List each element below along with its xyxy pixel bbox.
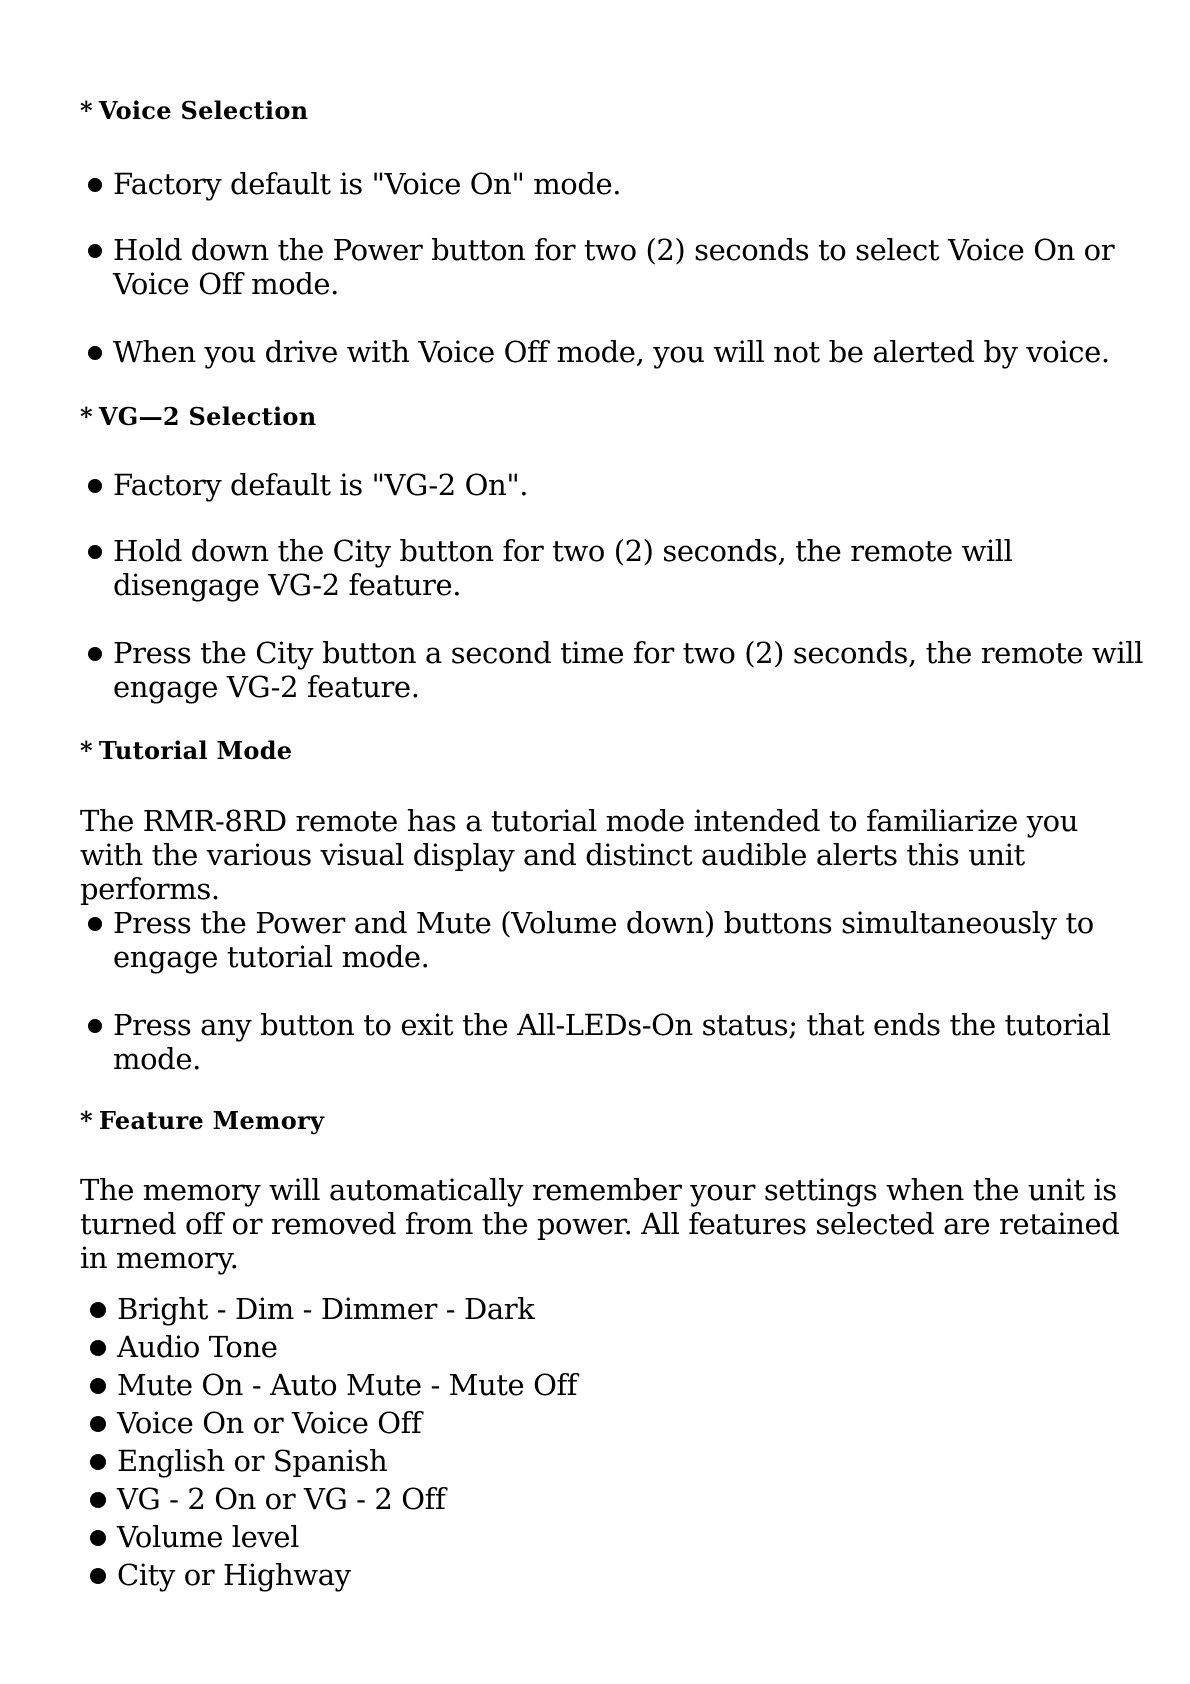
list-item: Mute On - Auto Mute - Mute Off (90, 1366, 577, 1404)
bullet-dot-icon (88, 917, 102, 931)
tutorial-bullet-2: Press any button to exit the All-LEDs-On status; that ends the tutorial mode. (88, 1008, 1153, 1076)
bullet-dot-icon (90, 1454, 106, 1470)
list-item: Voice On or Voice Off (90, 1404, 577, 1442)
list-item: Volume level (90, 1518, 577, 1556)
voice-bullet-3: When you drive with Voice Off mode, you will not be alerted by voice. (88, 335, 1153, 369)
bullet-dot-icon (90, 1302, 106, 1318)
voice-bullet-2: Hold down the Power button for two (2) seconds to select Voice On or Voice Off mode. (88, 233, 1153, 301)
tutorial-bullet-1: Press the Power and Mute (Volume down) buttons simultaneously to engage tutorial mode. (88, 906, 1153, 974)
heading-voice-selection: * Voice Selection (80, 96, 309, 125)
list-item: VG - 2 On or VG - 2 Off (90, 1480, 577, 1518)
tutorial-intro: The RMR-8RD remote has a tutorial mode intended to familiarize you with the various visual display and distinct audible alerts this unit performs. (80, 804, 1079, 906)
bullet-dot-icon (88, 479, 102, 493)
memory-intro: The memory will automatically remember your settings when the unit is turned off or removed from the power. All features selected are retained in memory. (80, 1173, 1120, 1275)
bullet-dot-icon (90, 1492, 106, 1508)
bullet-dot-icon (90, 1416, 106, 1432)
asterisk-marker: * (80, 736, 93, 765)
bullet-dot-icon (88, 1019, 102, 1033)
bullet-dot-icon (90, 1340, 106, 1356)
list-item: Audio Tone (90, 1328, 577, 1366)
bullet-dot-icon (88, 244, 102, 258)
bullet-dot-icon (88, 647, 102, 661)
list-item: City or Highway (90, 1556, 577, 1594)
heading-vg2-selection: * VG—2 Selection (80, 402, 317, 431)
list-item: Bright - Dim - Dimmer - Dark (90, 1290, 577, 1328)
asterisk-marker: * (80, 402, 93, 431)
vg2-bullet-2: Hold down the City button for two (2) seconds, the remote will disengage VG-2 feature. (88, 534, 1153, 602)
bullet-dot-icon (90, 1568, 106, 1584)
heading-feature-memory: * Feature Memory (80, 1106, 325, 1135)
bullet-dot-icon (88, 346, 102, 360)
asterisk-marker: * (80, 96, 93, 125)
bullet-dot-icon (90, 1378, 106, 1394)
bullet-dot-icon (88, 545, 102, 559)
bullet-dot-icon (88, 178, 102, 192)
voice-bullet-1: Factory default is "Voice On" mode. (88, 167, 1153, 201)
heading-tutorial-mode: * Tutorial Mode (80, 736, 293, 765)
bullet-dot-icon (90, 1530, 106, 1546)
asterisk-marker: * (80, 1106, 93, 1135)
memory-feature-list (90, 1290, 577, 1594)
list-item: English or Spanish (90, 1442, 577, 1480)
vg2-bullet-1: Factory default is "VG-2 On". (88, 468, 1153, 502)
vg2-bullet-3: Press the City button a second time for two (2) seconds, the remote will engage VG-2 feature. (88, 636, 1153, 704)
